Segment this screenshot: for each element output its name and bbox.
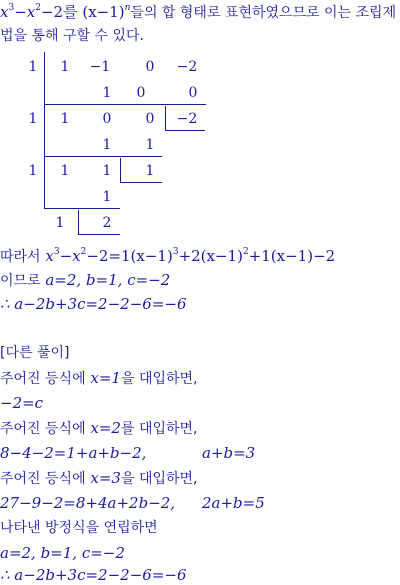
block2-divisor: 1	[28, 111, 38, 127]
intro-line-1	[0, 2, 396, 23]
alt-step2-result: a+b=3	[202, 444, 256, 462]
block1-row2-c2: 0	[136, 85, 146, 101]
final-remainder: 2	[102, 215, 112, 231]
block1-row1-c3: 0	[145, 59, 155, 75]
alt-step3-math: x=3	[90, 469, 121, 487]
final-remainder-rule	[78, 234, 120, 235]
block1-row1-c1: 1	[60, 59, 70, 75]
result-eq-a: x	[45, 247, 54, 265]
alt-step3	[0, 468, 198, 489]
so-values: a=2, b=1, c=−2	[45, 271, 171, 289]
block1-divisor: 1	[28, 59, 38, 75]
block3-remainder-bar	[120, 158, 121, 182]
so-lead: 이므로	[0, 273, 41, 289]
result-exp-2b: 2	[242, 247, 249, 257]
alt-step1	[0, 368, 198, 389]
block1-row1-c2: −1	[89, 59, 111, 75]
alt-step2-eq: 8−4−2=1+a+b−2,	[0, 444, 147, 462]
block1-row1-c4: −2	[176, 59, 198, 75]
therefore-line-2: ∴ a−2b+3c=2−2−6=−6	[0, 566, 187, 584]
result-line	[0, 246, 335, 267]
block3-rule	[44, 208, 120, 209]
result-eq-c: −x	[59, 247, 81, 265]
therefore-line-1: ∴ a−2b+3c=2−2−6=−6	[0, 295, 187, 313]
block2-remainder-bar	[165, 106, 166, 130]
result-exp-2: 2	[80, 247, 87, 257]
alt-step3-eq: 27−9−2=8+4a+2b−2,	[0, 494, 176, 512]
block2-row2-c2: 1	[145, 137, 155, 153]
result-lead: 따라서	[0, 249, 41, 265]
block3-row1-c1: 1	[60, 163, 70, 179]
block3-divisor: 1	[28, 163, 38, 179]
result-eq-e: −2=1(x−1)	[86, 247, 173, 265]
result-exp-3: 3	[53, 247, 60, 257]
block2-row1-c1: 1	[60, 111, 70, 127]
intro-exp-3: 3	[8, 3, 15, 13]
intro-math-x: x	[0, 3, 9, 21]
alt-solve-text: 나타낸 방정식을 연립하면	[0, 520, 158, 536]
intro-text-1: 들의 합 형태로 표현하였으므로 이는 조립제	[130, 5, 397, 21]
alt-step2-text-a: 주어진 등식에	[0, 421, 86, 437]
alt-step3-result: 2a+b=5	[202, 494, 265, 512]
block3-row1-c2: 1	[102, 163, 112, 179]
intro-math-rest: −2를 (x−1)	[40, 3, 125, 21]
block2-row2-c1: 1	[102, 137, 112, 153]
alt-step1-eq: −2=c	[0, 394, 44, 412]
alt-step2-text-b: 를 대입하면,	[120, 421, 198, 437]
final-quotient: 1	[55, 215, 65, 231]
intro-exp-n: n	[124, 3, 131, 13]
result-exp-3b: 3	[172, 247, 179, 257]
block2-rule	[44, 156, 162, 157]
intro-math-minus-x: −x	[14, 3, 36, 21]
block2-remainder-rule	[165, 130, 205, 131]
alt-step3-text-a: 주어진 등식에	[0, 471, 86, 487]
block1-rule	[44, 104, 206, 105]
alt-step2-eq-line	[0, 443, 256, 463]
block2-row1-c4: −2	[176, 111, 198, 127]
intro-exp-2: 2	[35, 3, 41, 13]
block1-row2-c3: 0	[188, 85, 198, 101]
block2-row1-c2: 0	[102, 111, 112, 127]
block3-row2-c1: 1	[102, 189, 112, 205]
block2-row1-c3: 0	[145, 111, 155, 127]
alt-step1-math: x=1	[90, 369, 121, 387]
alt-step3-text-b: 을 대입하면,	[120, 471, 198, 487]
intro-line-2: 법을 통해 구할 수 있다.	[0, 28, 144, 44]
block3-row1-c3: 1	[145, 163, 155, 179]
block1-row2-c1: 1	[102, 85, 112, 101]
block3-remainder-rule	[120, 182, 162, 183]
alt-step2-math: x=2	[90, 419, 121, 437]
so-line	[0, 270, 170, 291]
alt-step1-text-b: 을 대입하면,	[120, 371, 198, 387]
alt-step2	[0, 418, 198, 439]
alt-solve-values: a=2, b=1, c=−2	[0, 544, 125, 562]
final-remainder-bar	[78, 210, 79, 234]
alt-step1-text-a: 주어진 등식에	[0, 371, 86, 387]
result-eq-i: +1(x−1)−2	[248, 247, 336, 265]
alt-heading: [다른 풀이]	[0, 345, 70, 361]
result-eq-g: +2(x−1)	[178, 247, 243, 265]
alt-step3-eq-line	[0, 493, 265, 513]
